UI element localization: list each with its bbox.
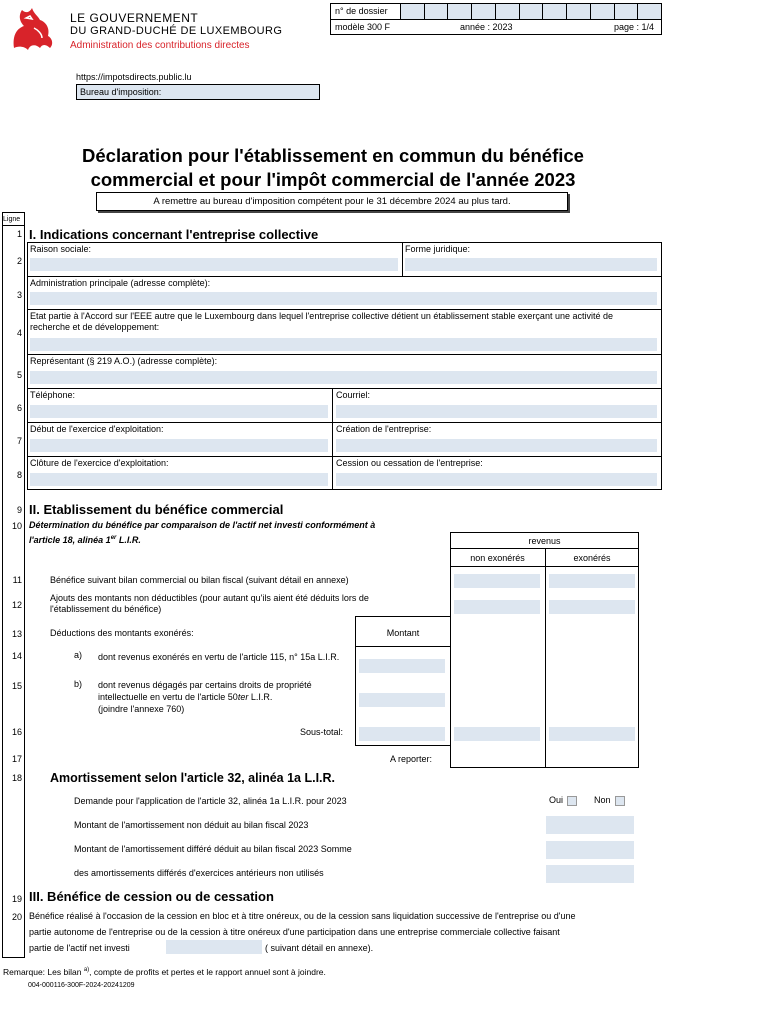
line-number: 12 xyxy=(11,600,22,610)
exoneres-header: exonérés xyxy=(573,553,611,563)
line-number: 19 xyxy=(11,894,22,904)
telephone-input[interactable] xyxy=(30,405,328,418)
sous-total-montant-input[interactable] xyxy=(359,727,445,741)
item-b-lir: L.I.R. xyxy=(248,692,273,702)
dossier-cell[interactable] xyxy=(447,4,471,19)
page-title xyxy=(0,144,666,192)
bureau-label: Bureau d'imposition: xyxy=(80,87,162,97)
montant-header: Montant xyxy=(386,628,420,638)
item-a-label: dont revenus exonérés en vertu de l'article 115, n° 15a L.I.R. xyxy=(98,652,340,662)
non-checkbox[interactable] xyxy=(615,796,625,806)
debut-exercice-label: Début de l'exercice d'exploitation: xyxy=(30,424,164,434)
a-reporter-label: A reporter: xyxy=(390,754,433,764)
forme-juridique-label: Forme juridique: xyxy=(405,244,471,254)
revenus-col-divider xyxy=(545,548,546,768)
luxembourg-lion-logo xyxy=(4,4,60,56)
item-b-letter: b) xyxy=(74,679,83,689)
benefice-exoneres-input[interactable] xyxy=(549,574,635,588)
dossier-number-cells xyxy=(400,4,661,19)
debut-exercice-input[interactable] xyxy=(30,439,328,452)
dossier-cell[interactable] xyxy=(614,4,638,19)
dossier-cell[interactable] xyxy=(590,4,614,19)
ajouts-non-exoneres-input[interactable] xyxy=(454,600,540,614)
amortissement-title: Amortissement selon l'article 32, alinéa 1a L.I.R. xyxy=(50,771,336,785)
line-number: 7 xyxy=(16,436,22,446)
administration-input[interactable] xyxy=(30,292,657,305)
section3-text3b: ( suivant détail en annexe). xyxy=(265,943,374,953)
line-number: 15 xyxy=(11,681,22,691)
cession-input[interactable] xyxy=(336,473,657,486)
col-divider xyxy=(332,388,333,490)
determination-sup: er xyxy=(110,535,117,541)
revenus-header: revenus xyxy=(528,536,561,546)
dossier-cell[interactable] xyxy=(566,4,590,19)
line-number: 4 xyxy=(16,328,22,338)
creation-label: Création de l'entreprise: xyxy=(336,424,432,434)
line-number: 11 xyxy=(12,575,22,585)
line-number: 9 xyxy=(16,505,22,515)
line-number: 14 xyxy=(11,651,22,661)
montant-non-deduit-input[interactable] xyxy=(546,816,634,834)
item-b-line1: dont revenus dégagés par certains droits de propriété xyxy=(98,680,312,690)
section3-text2: partie autonome de l'entreprise ou de la cession à titre onéreux d'une participation dans une entreprise commerciale collective faisant xyxy=(29,927,560,937)
dossier-cell[interactable] xyxy=(637,4,661,19)
gov-line2: DU GRAND-DUCHÉ DE LUXEMBOURG xyxy=(70,25,283,37)
raison-sociale-label: Raison sociale: xyxy=(30,244,92,254)
determination-line1: Détermination du bénéfice par comparaison de l'actif net investi conformément à xyxy=(29,520,376,530)
determination-lir: L.I.R. xyxy=(118,535,141,545)
row-divider xyxy=(27,354,662,355)
benefice-non-exoneres-input[interactable] xyxy=(454,574,540,588)
line-number: 5 xyxy=(16,370,22,380)
sous-total-non-exoneres-input[interactable] xyxy=(454,727,540,741)
model-label: modèle 300 F xyxy=(335,22,391,32)
representant-label: Représentant (§ 219 A.O.) (adresse complète): xyxy=(30,356,218,366)
forme-juridique-input[interactable] xyxy=(405,258,657,271)
representant-input[interactable] xyxy=(30,371,657,384)
non-label: Non xyxy=(594,795,611,805)
website-link[interactable]: https://impotsdirects.public.lu xyxy=(76,72,192,82)
row-divider xyxy=(27,422,662,423)
line-number: 13 xyxy=(11,629,22,639)
bureau-field[interactable] xyxy=(76,84,320,100)
line-number: 20 xyxy=(11,912,22,922)
oui-label: Oui xyxy=(549,795,564,805)
line-number-column xyxy=(2,212,25,958)
dossier-divider xyxy=(330,19,662,20)
year-label: année : 2023 xyxy=(460,22,513,32)
ligne-label: Ligne xyxy=(3,216,21,223)
dossier-cell[interactable] xyxy=(400,4,424,19)
section1-title: I. Indications concernant l'entreprise collective xyxy=(29,227,319,242)
oui-checkbox[interactable] xyxy=(567,796,577,806)
montant-differe-label: Montant de l'amortissement différé déduit au bilan fiscal 2023 Somme xyxy=(74,844,352,854)
dossier-cell[interactable] xyxy=(519,4,543,19)
benefice-bilan-label: Bénéfice suivant bilan commercial ou bilan fiscal (suivant détail en annexe) xyxy=(50,575,349,585)
col-divider xyxy=(402,242,403,276)
cloture-exercice-label: Clôture de l'exercice d'exploitation: xyxy=(30,458,169,468)
line-number: 1 xyxy=(16,229,22,239)
ligne-divider xyxy=(2,225,25,226)
ajouts-label: Ajouts des montants non déductibles (pour autant qu'ils aient été déduits lors de l'établissement du bénéfice) xyxy=(50,593,369,614)
line-number: 6 xyxy=(16,403,22,413)
sous-total-label: Sous-total: xyxy=(300,727,344,737)
title-line1: Déclaration pour l'établissement en commun du bénéfice xyxy=(82,145,584,166)
etat-partie-label: Etat partie à l'Accord sur l'EEE autre que le Luxembourg dans lequel l'entreprise collective détient un établissement stable exerçant une activité de recherche et de développement: xyxy=(30,311,613,332)
courriel-label: Courriel: xyxy=(336,390,371,400)
non-option[interactable] xyxy=(594,795,625,806)
actif-net-investi-input[interactable] xyxy=(166,940,262,954)
line-number: 16 xyxy=(11,727,22,737)
item-b-line3: (joindre l'annexe 760) xyxy=(98,704,185,714)
dossier-cell[interactable] xyxy=(495,4,519,19)
cession-label: Cession ou cessation de l'entreprise: xyxy=(336,458,483,468)
demande-label: Demande pour l'application de l'article 32, alinéa 1a L.I.R. pour 2023 xyxy=(74,796,347,806)
deductions-label: Déductions des montants exonérés: xyxy=(50,628,194,638)
item-b-montant-input[interactable] xyxy=(359,693,445,707)
administration-label: Administration principale (adresse complète): xyxy=(30,278,211,288)
section3-text3a: partie de l'actif net investi xyxy=(29,943,130,953)
line-number: 8 xyxy=(16,470,22,480)
remarque-text: Remarque: Les bilan xyxy=(3,966,82,977)
line-number: 17 xyxy=(11,754,22,764)
remarque-text-b: , compte de profits et pertes et le rapport annuel sont à joindre. xyxy=(89,966,326,977)
raison-sociale-input[interactable] xyxy=(30,258,398,271)
section3-text1: Bénéfice réalisé à l'occasion de la cession en bloc et à titre onéreux, ou de la cession sans liquidation successive de l'entreprise ou d'une xyxy=(29,911,576,921)
line-number: 18 xyxy=(11,773,22,783)
item-a-montant-input[interactable] xyxy=(359,659,445,673)
courriel-input[interactable] xyxy=(336,405,657,418)
dossier-label: n° de dossier xyxy=(335,6,388,16)
creation-input[interactable] xyxy=(336,439,657,452)
item-b-line2 xyxy=(98,692,272,703)
row-divider xyxy=(27,276,662,277)
oui-option[interactable] xyxy=(549,795,577,806)
ajouts-exoneres-input[interactable] xyxy=(549,600,635,614)
item-b-text: intellectuelle en vertu de l'article 50 xyxy=(98,692,238,702)
cloture-exercice-input[interactable] xyxy=(30,473,328,486)
non-exoneres-header: non exonérés xyxy=(470,553,525,563)
determination-text: l'article 18, alinéa 1 xyxy=(29,535,111,545)
sous-total-exoneres-input[interactable] xyxy=(549,727,635,741)
telephone-label: Téléphone: xyxy=(30,390,76,400)
title-line2: commercial et pour l'impôt commercial de l'année 2023 xyxy=(90,169,576,190)
determination-line2 xyxy=(29,533,141,546)
amort-differes-label: des amortissements différés d'exercices antérieurs non utilisés xyxy=(74,868,324,878)
row-divider xyxy=(27,388,662,389)
gov-line1: LE GOUVERNEMENT xyxy=(70,11,199,25)
dossier-cell[interactable] xyxy=(424,4,448,19)
section2-title: II. Etablissement du bénéfice commercial xyxy=(29,502,284,517)
line-number: 10 xyxy=(11,521,22,531)
line-number: 2 xyxy=(16,256,22,266)
deadline-box: A remettre au bureau d'imposition compétent pour le 31 décembre 2024 au plus tard. xyxy=(96,192,568,211)
form-code: 004-000116-300F-2024-20241209 xyxy=(28,982,135,989)
item-a-letter: a) xyxy=(74,650,83,660)
dossier-cell[interactable] xyxy=(471,4,495,19)
remarque xyxy=(3,965,326,978)
section3-title: III. Bénéfice de cession ou de cessation xyxy=(29,889,274,904)
amort-differes-input[interactable] xyxy=(546,865,634,883)
montant-differe-input[interactable] xyxy=(546,841,634,859)
row-divider xyxy=(27,309,662,310)
line-number: 3 xyxy=(16,290,22,300)
montant-non-deduit-label: Montant de l'amortissement non déduit au bilan fiscal 2023 xyxy=(74,820,309,830)
remarque-sup: a) xyxy=(83,967,90,973)
dossier-cell[interactable] xyxy=(542,4,566,19)
row-divider xyxy=(27,456,662,457)
montant-divider xyxy=(355,646,451,647)
page-label: page : 1/4 xyxy=(614,22,655,32)
etat-partie-input[interactable] xyxy=(30,338,657,351)
gov-line3: Administration des contributions directes xyxy=(70,40,250,51)
item-b-ter: ter xyxy=(237,692,249,702)
